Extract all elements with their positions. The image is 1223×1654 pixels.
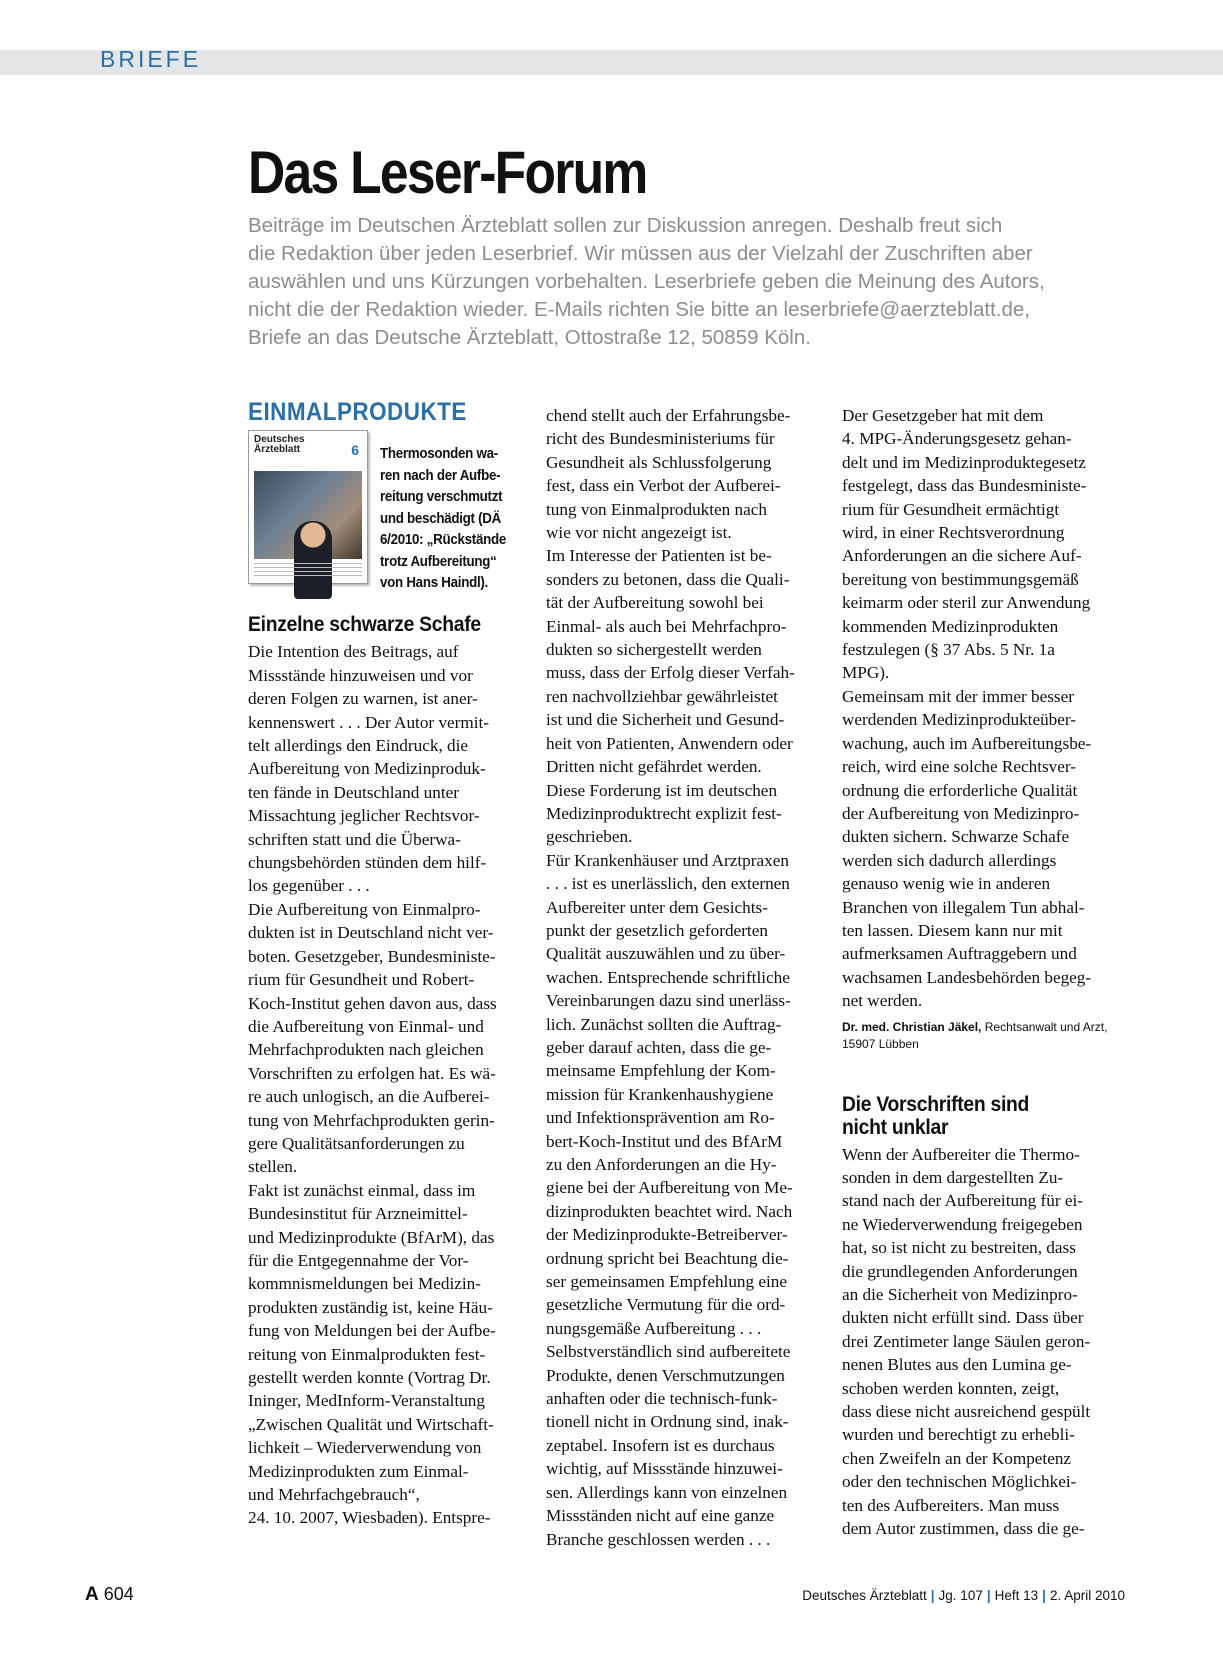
page-prefix: A — [85, 1584, 99, 1605]
separator: | — [930, 1588, 935, 1603]
letter2-heading: Die Vorschriften sind nicht unklar — [842, 1092, 1030, 1139]
journal-info — [802, 1588, 1125, 1603]
cover-issue-number: 6 — [351, 442, 359, 459]
journal-date: 2. April 2010 — [1049, 1588, 1125, 1603]
letter1-body-part1: Die Intention des Beitrags, auf Missstände hinzuweisen und vor deren Folgen zu warnen, ist aner- kennenswert . . . Der Autor vermit- telt allerdings den Eindruck, die Aufbereitung von Medizinproduk- ten fände in Deutschland unter Missachtung jeglicher Rechtsvor- schriften statt und die Überwa- chungsbehörden stünden dem hilf- los gegenüber . . . Die Aufbereitung von Einmalpro- dukten ist in Deutschland nicht ver- boten. Gesetzgeber, Bundesministe- rium für Gesundheit und Robert- Koch-Institut gehen davon aus, dass die Aufbereitung von Einmal- und Mehrfachprodukten nach gleichen Vorschriften zu erfolgen hat. Es wä- re auch unlogisch, an die Aufberei- tung von Mehrfachprodukten gerin- gere Qualitätsanforderungen zu stellen. Fakt ist zunächst einmal, dass im Bundesinstitut für Arzneimittel- und Medizinprodukte (BfArM), das für die Entgegennahme der Vor- kommnismeldungen bei Medizin- produkten zuständig ist, keine Häu- fung von Meldungen bei der Aufbe- reitung von Einmalprodukten fest- gestellt werden konnte (Vortrag Dr. Ininger, MedInform-Veranstaltung „Zwischen Qualität und Wirtschaft- lichkeit – Wiederverwendung von Medizinprodukten zum Einmal- und Mehrfachgebrauch“, 24. 10. 2007, Wiesbaden). Entspre- — [248, 642, 497, 1528]
separator: | — [986, 1588, 991, 1603]
letter1-author-details: Rechtsanwalt und Arzt, 15907 Lübben — [842, 1019, 1108, 1051]
topic-heading: EINMALPRODUKTE — [248, 398, 467, 426]
column-2 — [546, 404, 828, 1551]
column-3 — [842, 404, 1124, 1540]
intro-text: Beiträge im Deutschen Ärzteblatt sollen zur Diskussion anregen. Deshalb freut sich die Redaktion über jeden Leserbrief. Wir müssen aus der Vielzahl der Zuschriften aber auswählen und uns Kürzungen vorbehalten. Leserbriefe geben die Meinung des Autors, nicht die der Redaktion wieder. E-Mails richten Sie bitte an leserbriefe@aerzteblatt.de, Briefe an das Deutsche Ärzteblatt, Ottostraße 12, 50859 Köln. — [248, 214, 1045, 349]
journal-name: Deutsches Ärzteblatt — [802, 1588, 927, 1603]
letter1-body-part3: Der Gesetzgeber hat mit dem 4. MPG-Änderungsgesetz gehan- delt und im Medizinproduktegesetz festgelegt, dass das Bundesministe- rium für Gesundheit ermächtigt wird, in einer Rechtsverordnung Anforderungen an die sichere Auf- bereitung von bestimmungsgemäß keimarm oder steril zur Anwendung kommenden Medizinprodukten festzulegen (§ 37 Abs. 5 Nr. 1a MPG). Gemeinsam mit der immer besser werdenden Medizinprodukteüber- wachung, auch im Aufbereitungsbe- reich, wird eine solche Rechtsver- ordnung die erforderliche Qualität der Aufbereitung von Medizinpro- dukten sichern. Schwarze Schafe werden sich dadurch allerdings genauso wenig wie in anderen Branchen von illegalem Tun abhal- ten lassen. Diesem kann nur mit aufmerksamen Auftraggebern und wachsamen Landesbehörden begeg- net werden. — [842, 406, 1092, 1011]
column-1 — [248, 398, 530, 1530]
journal-volume: Jg. 107 — [938, 1588, 983, 1603]
cover-photo — [254, 471, 362, 559]
cover-person-image — [294, 521, 332, 599]
letter2-body: Wenn der Aufbereiter die Thermo- sonden in dem dargestellten Zu- stand nach der Aufbereitung für ei- ne Wiederverwendung freigegeben hat, so ist nicht zu bestreiten, dass die grundlegenden Anforderungen an die Sicherheit von Medizinpro- dukten nicht erfüllt sind. Dass über drei Zentimeter lange Säulen geron- nenen Blutes aus den Lumina ge- schoben werden konnten, zeigt, dass diese nicht ausreichend gespült wurden und berechtigt zu erhebli- chen Zweifeln an der Kompetenz oder den technischen Möglichkei- ten des Aufbereiters. Man muss dem Autor zustimmen, dass die ge- — [842, 1144, 1091, 1539]
separator: | — [1042, 1588, 1046, 1603]
section-label: BRIEFE — [100, 46, 202, 72]
magazine-cover-thumbnail — [248, 430, 368, 584]
letter1-heading: Einzelne schwarze Schafe — [248, 613, 481, 637]
letter1-author — [842, 1019, 1124, 1053]
page-number-value: 604 — [103, 1584, 134, 1604]
cover-masthead: Deutsches Ärzteblatt — [254, 434, 305, 456]
reference-block — [248, 430, 530, 592]
journal-issue: Heft 13 — [994, 1588, 1039, 1603]
letter1-body-part2: chend stellt auch der Erfahrungsbe- richt des Bundesministeriums für Gesundheit als Schlussfolgerung fest, dass ein Verbot der Aufberei- tung von Einmalprodukten nach wie vor nicht angezeigt ist. Im Interesse der Patienten ist be- sonders zu betonen, dass die Quali- tät der Aufbereitung sowohl bei Einmal- als auch bei Mehrfachpro- dukten so sichergestellt werden muss, dass der Erfolg dieser Verfah- ren nachvollziehbar gewährleistet ist und die Sicherheit und Gesund- heit von Patienten, Anwendern oder Dritten nicht gefährdet werden. Diese Forderung ist im deutschen Medizinproduktrecht explizit fest- geschrieben. Für Krankenhäuser und Arztpraxen . . . ist es unerlässlich, den externen Aufbereiter unter dem Gesichts- punkt der gesetzlich geforderten Qualität auszuwählen und zu über- wachen. Entsprechende schriftliche Vereinbarungen dazu sind unerläss- lich. Zunächst sollten die Auftrag- geber darauf achten, dass die ge- meinsame Empfehlung der Kom- mission für Krankenhaushygiene und Infektionsprävention am Ro- bert-Koch-Institut und des BfArM zu den Anforderungen an die Hy- giene bei der Aufbereitung von Me- dizinprodukten beachtet wird. Nach der Medizinprodukte-Betreiberver- ordnung spricht bei Beachtung die- ser gemeinsamen Empfehlung eine gesetzliche Vermutung für die ord- nungsgemäße Aufbereitung . . . Selbstverständlich sind aufbereitete Produkte, denen Verschmutzungen anhaften oder die technisch-funk- tionell nicht in Ordnung sind, inak- zeptabel. Insofern ist es durchaus wichtig, auf Missstände hinzuwei- sen. Allerdings kann von einzelnen Missständen nicht auf eine ganze Branche geschlossen werden . . . — [546, 406, 795, 1549]
cover-text-lines — [254, 563, 362, 577]
letter1-author-name: Dr. med. Christian Jäkel, — [842, 1019, 982, 1034]
reference-text: Thermosonden wa- ren nach der Aufbe- reitung verschmutzt und beschädigt (DÄ 6/2010: „Rückstände trotz Aufbereitung“ von Hans Haindl). — [380, 446, 506, 592]
page-title: Das Leser-Forum — [248, 139, 647, 206]
page-number — [85, 1584, 134, 1606]
